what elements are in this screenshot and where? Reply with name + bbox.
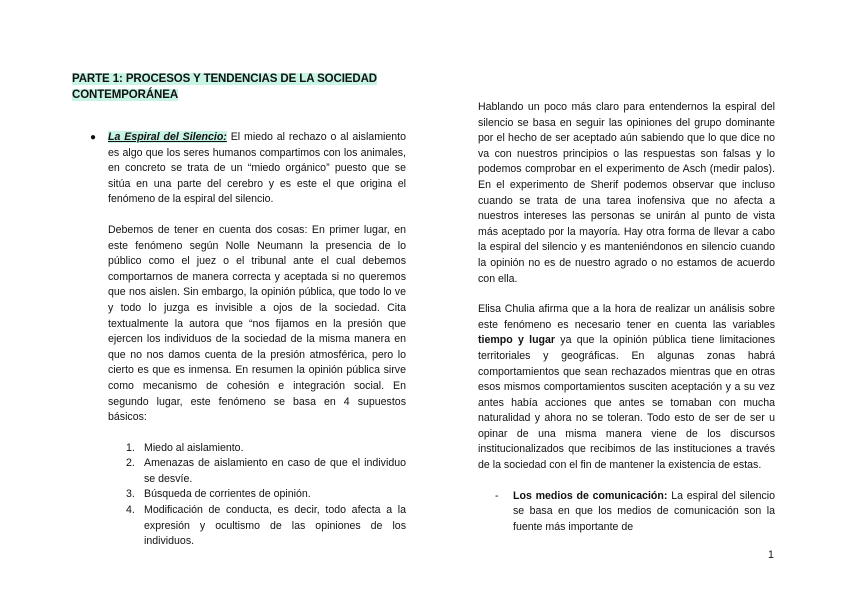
heading-line-1: PARTE 1: PROCESOS Y TENDENCIAS DE LA SOCIEDAD <box>72 73 377 85</box>
dash-item-medios <box>478 489 775 536</box>
bullet-item-espiral <box>90 130 406 208</box>
page-number: 1 <box>768 549 774 561</box>
bullet-text: El miedo al rechazo o al aislamiento es algo que los seres humanos compartimos con los animales, en concreto se trata de un “miedo orgánico” puesto que se sitúa en una parte del cerebro y es este el que origina el fenómeno de la espiral del silencio. <box>108 131 406 206</box>
left-column <box>90 130 406 550</box>
left-paragraph: Debemos de tener en cuenta dos cosas: En primer lugar, en este fenómeno según Nolle Neumann la presencia de lo público como el juez o el tribunal ante el cual debemos comportarnos de manera correcta y aceptada si no queremos que nos aislen. Sin embargo, la opinión pública, que todo lo ve y todo lo juzga es invisible a ojos de la sociedad. Cita textualmente la autora que “nos fijamos en la presión que ejercen los individuos de la sociedad de la misma manera en que no nos damos cuenta de la presión atmosférica, pero lo cierto es que es inmensa. En resumen la opinión pública sirve como mecanismo de cohesión e integración social. En segundo lugar, este fenómeno se basa en 4 supuestos básicos: <box>108 223 406 424</box>
bullet-paragraph <box>108 130 406 208</box>
bullet-icon: ● <box>90 132 97 143</box>
supuestos-list <box>90 441 406 550</box>
right-paragraph-2: Elisa Chulia afirma que a la hora de realizar un análisis sobre este fenómeno es necesario tener en cuenta las variables tiempo y lugar ya que la opinión pública tiene limitaciones territoriales y geográficas. En algunas zonas habrá comportamientos que sean rechazados mientras que en otras esos mismos comportamientos susciten aceptación y a su vez antes había acciones que antes se tomaban con mucha naturalidad y ahora no se toleran. Todo esto de ser de ser u opinar de una misma manera viene de los discursos institucionalizados que recibimos de las instituciones a través de la sociedad con el fin de mantener la existencia de estas. <box>478 303 775 472</box>
right-column <box>478 100 775 535</box>
dash-icon: - <box>495 489 499 502</box>
bold-variables: tiempo y lugar <box>478 334 556 347</box>
bullet-term: La Espiral del Silencio: <box>108 131 227 143</box>
list-item: 3. Búsqueda de corrientes de opinión. <box>126 488 311 501</box>
dash-term: Los medios de comunicación: <box>513 489 668 502</box>
heading-line-2: CONTEMPORÁNEA <box>72 89 179 101</box>
right-paragraph-1: Hablando un poco más claro para entendernos la espiral del silencio se basa en seguir las opiniones del grupo dominante por el hecho de ser aceptado aún sabiendo que lo que dice no va con nuestros principios o las respuestas son falsas y lo podemos comprobar en el experimento de Asch (medir palos). En el experimento de Sherif podemos observar que incluso cuando se trata de una tarea inofensiva que no afecta a nuestros intereses las personas se unirán al punto de vista más aceptado por la mayoría. Hay otra forma de llevar a cabo la espiral del silencio y es manteniéndonos en silencio cuando la opinión no es de nuestro agrado o no estamos de acuerdo con ella. <box>478 101 775 285</box>
list-item: 1. Miedo al aislamiento. <box>126 441 244 454</box>
section-heading <box>72 71 382 103</box>
list-item: 4. Modificación de conducta, es decir, todo afecta a la expresión y ocultismo de las opiniones de los individuos. <box>126 504 406 548</box>
dash-paragraph: Los medios de comunicación: La espiral del silencio se basa en que los medios de comunicación son la fuente más importante de <box>513 489 776 533</box>
list-item: 2. Amenazas de aislamiento en caso de que el individuo se desvíe. <box>126 457 406 485</box>
